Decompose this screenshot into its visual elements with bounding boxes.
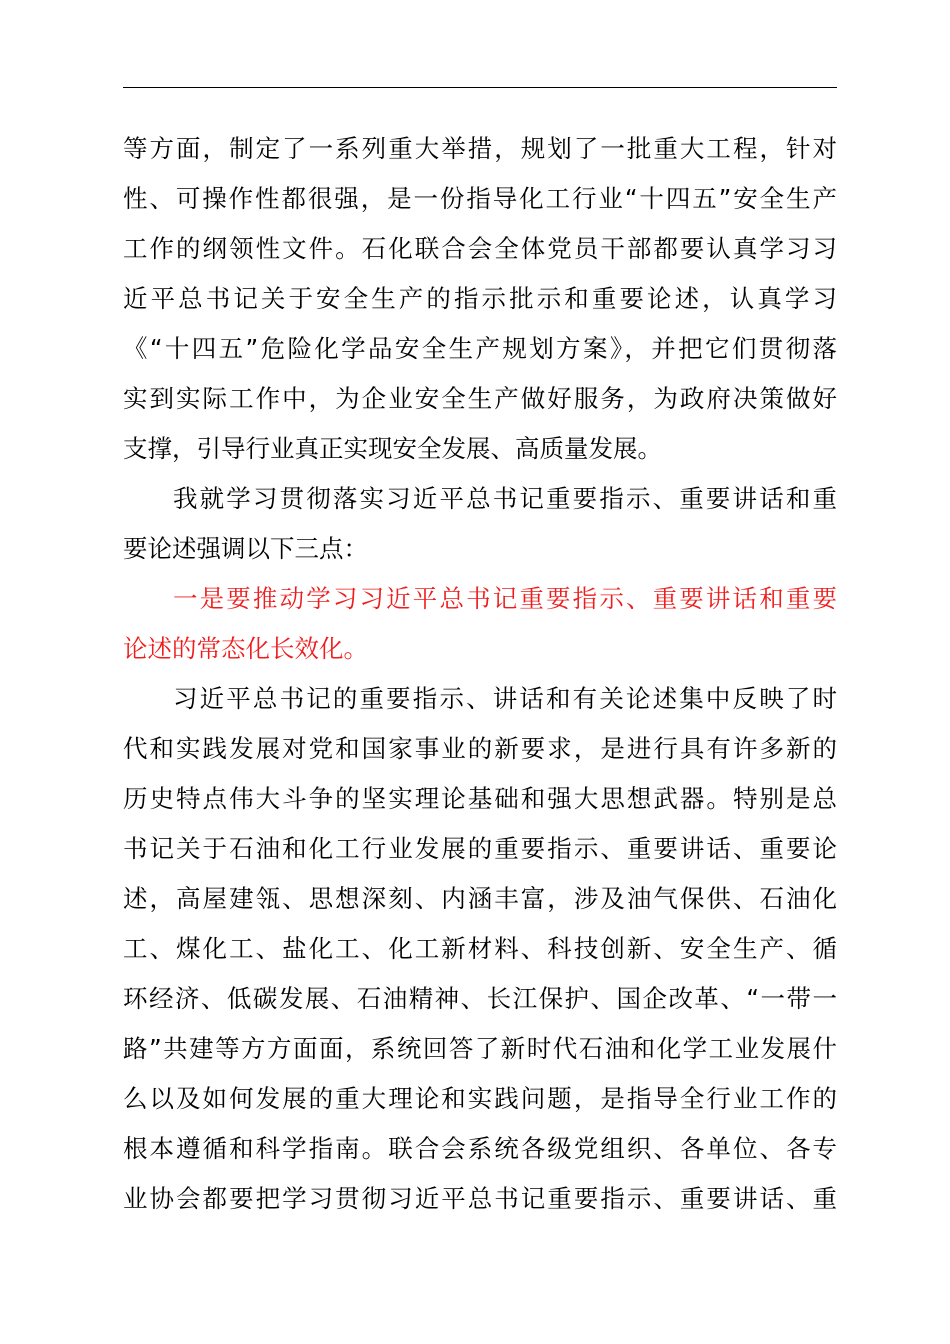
text-line: 么以及如何发展的重大理论和实践问题，是指导全行业工作的 <box>123 1084 837 1113</box>
text-line: 要论述强调以下三点： <box>123 534 368 563</box>
section-heading-line: 一是要推动学习习近平总书记重要指示、重要讲话和重要 <box>173 584 837 613</box>
text-line: 近平总书记关于安全生产的指示批示和重要论述，认真学习 <box>123 284 837 313</box>
text-line: 根本遵循和科学指南。联合会系统各级党组织、各单位、各专 <box>123 1134 837 1163</box>
section-heading-line: 论述的常态化长效化。 <box>123 634 368 663</box>
text-line: 述，高屋建瓴、思想深刻、内涵丰富，涉及油气保供、石油化 <box>123 884 837 913</box>
text-line: 工、煤化工、盐化工、化工新材料、科技创新、安全生产、循 <box>123 934 837 963</box>
header-rule <box>123 87 837 88</box>
text-line: 书记关于石油和化工行业发展的重要指示、重要讲话、重要论 <box>123 834 837 863</box>
text-line: 环经济、低碳发展、石油精神、长江保护、国企改革、“一带一 <box>123 984 837 1013</box>
text-line: 性、可操作性都很强，是一份指导化工行业“十四五”安全生产 <box>123 184 837 213</box>
text-line: 支撑，引导行业真正实现安全发展、高质量发展。 <box>123 434 662 463</box>
text-line: 我就学习贯彻落实习近平总书记重要指示、重要讲话和重 <box>173 484 837 513</box>
text-line: 等方面，制定了一系列重大举措，规划了一批重大工程，针对 <box>123 134 837 163</box>
text-line: 代和实践发展对党和国家事业的新要求，是进行具有许多新的 <box>123 734 837 763</box>
text-line: 路”共建等方方面面，系统回答了新时代石油和化学工业发展什 <box>123 1034 837 1063</box>
text-line: 《“十四五”危险化学品安全生产规划方案》，并把它们贯彻落 <box>123 334 837 363</box>
text-line: 业协会都要把学习贯彻习近平总书记重要指示、重要讲话、重 <box>123 1184 837 1213</box>
text-line: 历史特点伟大斗争的坚实理论基础和强大思想武器。特别是总 <box>123 784 837 813</box>
text-line: 工作的纲领性文件。石化联合会全体党员干部都要认真学习习 <box>123 234 837 263</box>
document-body <box>123 124 837 1224</box>
text-line: 习近平总书记的重要指示、讲话和有关论述集中反映了时 <box>173 684 837 713</box>
text-line: 实到实际工作中，为企业安全生产做好服务，为政府决策做好 <box>123 384 837 413</box>
